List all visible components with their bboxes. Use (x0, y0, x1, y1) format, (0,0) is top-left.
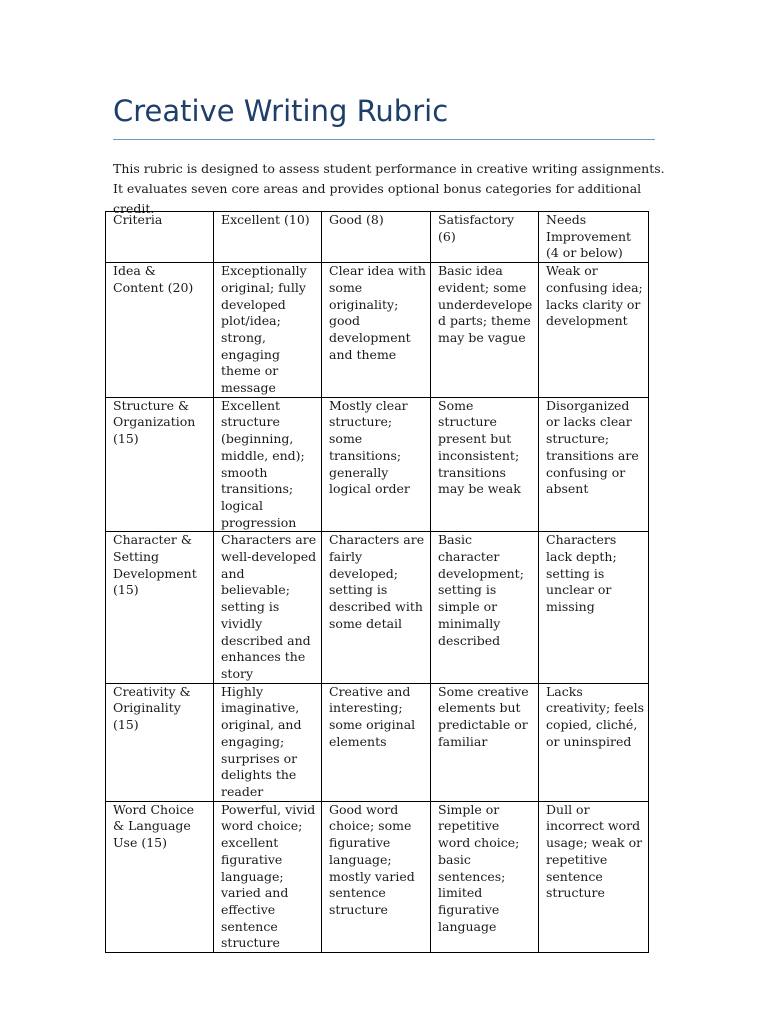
good-cell: Clear idea with some originality; good development and theme (322, 263, 431, 398)
satisfactory-cell: Basic idea evident; some underdeveloped parts; theme may be vague (431, 263, 539, 398)
satisfactory-cell: Basic character development; setting is simple or minimally described (431, 532, 539, 683)
criteria-cell: Structure & Organization (15) (106, 397, 214, 532)
excellent-cell: Exceptionally original; fully developed plot/idea; strong, engaging theme or message (214, 263, 322, 398)
good-cell: Characters are fairly developed; setting is described with some detail (322, 532, 431, 683)
satisfactory-cell: Simple or repetitive word choice; basic sentences; limited figurative language (431, 801, 539, 952)
good-cell: Mostly clear structure; some transitions; generally logical order (322, 397, 431, 532)
table-row (106, 532, 649, 683)
excellent-cell: Characters are well-developed and believable; setting is vividly described and enhances the story (214, 532, 322, 683)
excellent-cell: Powerful, vivid word choice; excellent figurative language; varied and effective sentence structure (214, 801, 322, 952)
excellent-cell: Highly imaginative, original, and engaging; surprises or delights the reader (214, 683, 322, 801)
header-excellent: Excellent (10) (214, 212, 322, 263)
satisfactory-cell: Some creative elements but predictable or familiar (431, 683, 539, 801)
satisfactory-cell: Some structure present but inconsistent; transitions may be weak (431, 397, 539, 532)
header-needs-improvement: Needs Improvement (4 or below) (539, 212, 649, 263)
intro-paragraph: This rubric is designed to assess student performance in creative writing assignments. It evaluates seven core areas and provides optional bonus categories for additional credit. (113, 161, 665, 216)
needs-improvement-cell: Dull or incorrect word usage; weak or repetitive sentence structure (539, 801, 649, 952)
needs-improvement-cell: Weak or confusing idea; lacks clarity or development (539, 263, 649, 398)
header-criteria: Criteria (106, 212, 214, 263)
needs-improvement-cell: Characters lack depth; setting is unclear or missing (539, 532, 649, 683)
header-good: Good (8) (322, 212, 431, 263)
good-cell: Creative and interesting; some original elements (322, 683, 431, 801)
table-row (106, 263, 649, 398)
table-row (106, 801, 649, 952)
rubric-table (105, 211, 649, 953)
criteria-cell: Character & Setting Development (15) (106, 532, 214, 683)
good-cell: Good word choice; some figurative language; mostly varied sentence structure (322, 801, 431, 952)
table-row (106, 683, 649, 801)
page-title: Creative Writing Rubric (113, 94, 449, 128)
excellent-cell: Excellent structure (beginning, middle, end); smooth transitions; logical progression (214, 397, 322, 532)
criteria-cell: Creativity & Originality (15) (106, 683, 214, 801)
criteria-cell: Word Choice & Language Use (15) (106, 801, 214, 952)
criteria-cell: Idea & Content (20) (106, 263, 214, 398)
header-satisfactory: Satisfactory (6) (431, 212, 539, 263)
table-header-row (106, 212, 649, 263)
needs-improvement-cell: Lacks creativity; feels copied, cliché, or uninspired (539, 683, 649, 801)
title-underline-rule (113, 139, 655, 140)
table-row (106, 397, 649, 532)
needs-improvement-cell: Disorganized or lacks clear structure; transitions are confusing or absent (539, 397, 649, 532)
